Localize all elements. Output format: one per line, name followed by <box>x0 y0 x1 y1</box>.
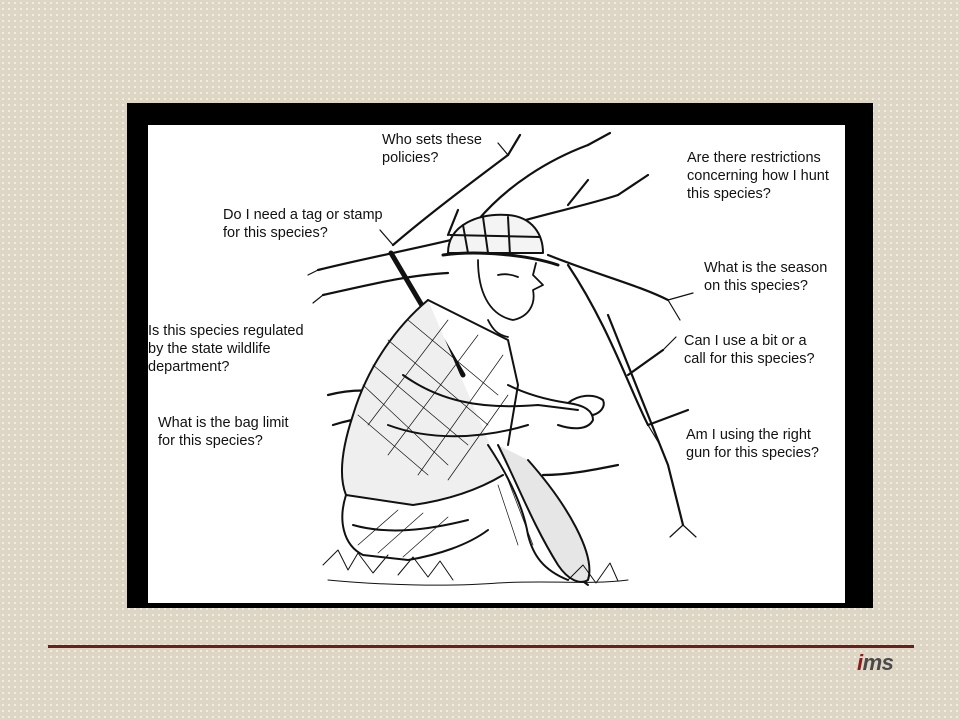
question-tag-or-stamp: Do I need a tag or stamp for this species? <box>223 207 383 241</box>
question-bag-limit: What is the bag limit for this species? <box>158 415 289 449</box>
logo-i-letter: i <box>857 650 863 675</box>
logo-ms-letters: ms <box>862 650 894 675</box>
hunter-cap <box>443 215 558 265</box>
question-state-regulated: Is this species regulated by the state wildlife department? <box>148 323 304 375</box>
question-season: What is the season on this species? <box>704 260 828 294</box>
question-right-gun: Am I using the right gun for this species? <box>686 427 819 461</box>
shotgun-stock <box>498 445 589 582</box>
hunter-face <box>478 260 543 337</box>
footer-divider <box>48 645 914 648</box>
hunter-illustration-panel <box>148 125 845 603</box>
question-bait-or-call: Can I use a bit or a call for this species? <box>684 333 815 367</box>
question-hunting-restrictions: Are there restrictions concerning how I hunt this species? <box>687 150 829 202</box>
question-who-sets-policies: Who sets these policies? <box>382 132 482 166</box>
ims-logo <box>857 650 893 676</box>
